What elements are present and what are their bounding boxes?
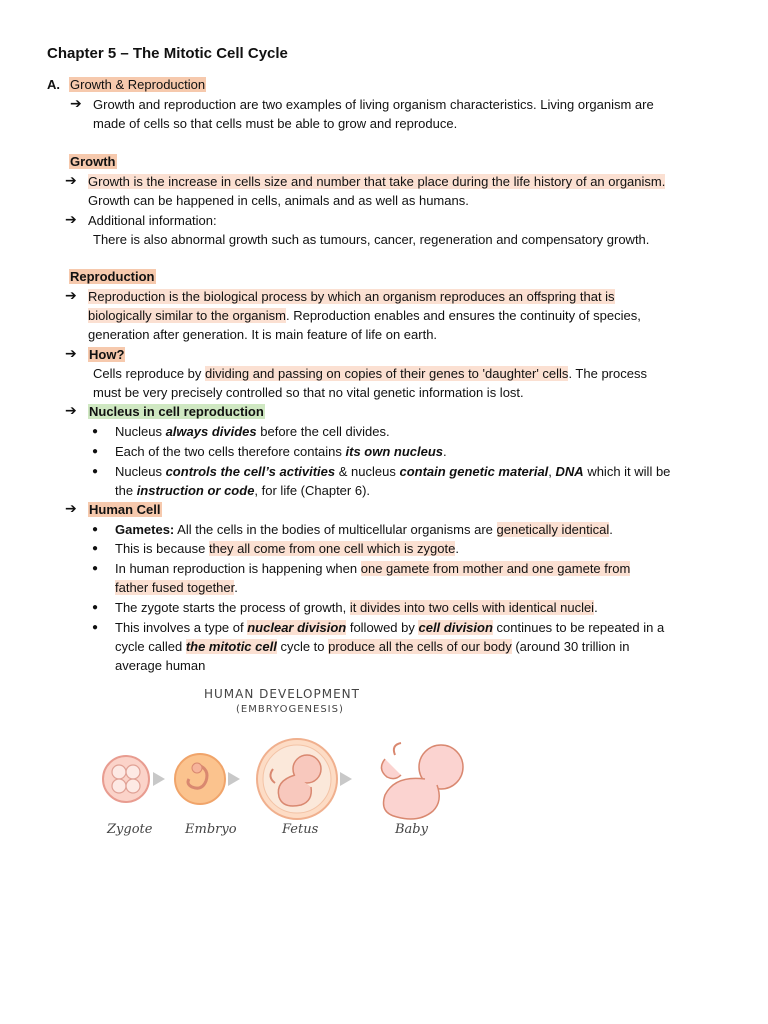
bullet-icon: ● bbox=[92, 602, 99, 613]
arrow-right-icon: ➔ bbox=[65, 172, 77, 188]
how-heading: How? bbox=[89, 347, 125, 362]
additional-info-label: Additional information: bbox=[88, 213, 217, 228]
baby-icon bbox=[381, 743, 463, 819]
figure-title: HUMAN DEVELOPMENT bbox=[204, 687, 360, 701]
stage-label-baby: Baby bbox=[395, 822, 428, 837]
stage-label-embryo: Embryo bbox=[185, 822, 237, 837]
human-bullet-mitotic-cont: cycle called the mitotic cell cycle to produce all the cells of our body (around 30 trillion in bbox=[115, 639, 630, 654]
human-bullet-mitotic-cont-2: average human bbox=[115, 658, 206, 673]
embryogenesis-illustration bbox=[95, 735, 480, 825]
arrow-icon bbox=[340, 772, 352, 786]
intro-line-1: Growth and reproduction are two examples of living organism characteristics. Living organism are bbox=[93, 97, 654, 112]
human-bullet-reproduction: In human reproduction is happening when one gamete from mother and one gamete from bbox=[115, 561, 631, 576]
abnormal-growth-text: There is also abnormal growth such as tumours, cancer, regeneration and compensatory growth. bbox=[93, 232, 650, 247]
reproduction-def-3: generation after generation. It is main feature of life on earth. bbox=[88, 327, 438, 342]
nucleus-heading: Nucleus in cell reproduction bbox=[89, 404, 264, 419]
arrow-right-icon: ➔ bbox=[65, 345, 77, 361]
embryo-icon bbox=[175, 754, 225, 804]
arrow-right-icon: ➔ bbox=[65, 287, 77, 303]
nucleus-bullet-2: Each of the two cells therefore contains its own nucleus. bbox=[115, 444, 447, 459]
figure-subtitle: (EMBRYOGENESIS) bbox=[236, 704, 344, 715]
bullet-icon: ● bbox=[92, 426, 99, 437]
bullet-icon: ● bbox=[92, 563, 99, 574]
human-bullet-zygote-origin: This is because they all come from one cell which is zygote. bbox=[115, 541, 459, 556]
zygote-icon bbox=[103, 756, 149, 802]
nucleus-bullet-1: Nucleus always divides before the cell divides. bbox=[115, 424, 390, 439]
human-bullet-reproduction-cont: father fused together. bbox=[115, 580, 238, 595]
intro-line-2: made of cells so that cells must be able to grow and reproduce. bbox=[93, 116, 458, 131]
growth-definition: Growth is the increase in cells size and number that take place during the life history of an organism. bbox=[88, 174, 666, 189]
how-line-2: must be very precisely controlled so that no vital genetic information is lost. bbox=[93, 385, 524, 400]
human-bullet-mitotic: This involves a type of nuclear division followed by cell division continues to be repeated in a bbox=[115, 620, 665, 635]
arrow-right-icon: ➔ bbox=[65, 402, 77, 418]
reproduction-def-2: biologically similar to the organism. Reproduction enables and ensures the continuity of species, bbox=[88, 308, 641, 323]
arrow-right-icon: ➔ bbox=[65, 211, 77, 227]
bullet-icon: ● bbox=[92, 543, 99, 554]
growth-heading: Growth bbox=[70, 154, 116, 169]
human-bullet-zygote-growth: The zygote starts the process of growth, it divides into two cells with identical nuclei. bbox=[115, 600, 598, 615]
arrow-icon bbox=[228, 772, 240, 786]
nucleus-bullet-3: Nucleus controls the cell’s activities & nucleus contain genetic material, DNA which it will be bbox=[115, 464, 671, 479]
how-line-1: Cells reproduce by dividing and passing on copies of their genes to 'daughter' cells. The process bbox=[93, 366, 647, 381]
arrow-right-icon: ➔ bbox=[70, 95, 82, 111]
nucleus-bullet-3-cont: the instruction or code, for life (Chapter 6). bbox=[115, 483, 371, 498]
arrow-right-icon: ➔ bbox=[65, 500, 77, 516]
stage-label-fetus: Fetus bbox=[282, 822, 319, 837]
page-title: Chapter 5 – The Mitotic Cell Cycle bbox=[47, 45, 288, 62]
bullet-icon: ● bbox=[92, 446, 99, 457]
fetus-icon bbox=[257, 739, 337, 819]
bullet-icon: ● bbox=[92, 466, 99, 477]
bullet-icon: ● bbox=[92, 622, 99, 633]
growth-line-2: Growth can be happened in cells, animals and as well as humans. bbox=[88, 193, 469, 208]
reproduction-def-1: Reproduction is the biological process by which an organism reproduces an offspring that is bbox=[88, 289, 615, 304]
bullet-icon: ● bbox=[92, 524, 99, 535]
reproduction-heading: Reproduction bbox=[70, 269, 155, 284]
section-heading: Growth & Reproduction bbox=[70, 77, 206, 92]
human-bullet-gametes: Gametes: All the cells in the bodies of multicellular organisms are genetically identical. bbox=[115, 522, 613, 537]
human-cell-heading: Human Cell bbox=[89, 502, 161, 517]
stage-label-zygote: Zygote bbox=[107, 822, 153, 837]
arrow-icon bbox=[153, 772, 165, 786]
section-letter: A. bbox=[47, 77, 60, 92]
